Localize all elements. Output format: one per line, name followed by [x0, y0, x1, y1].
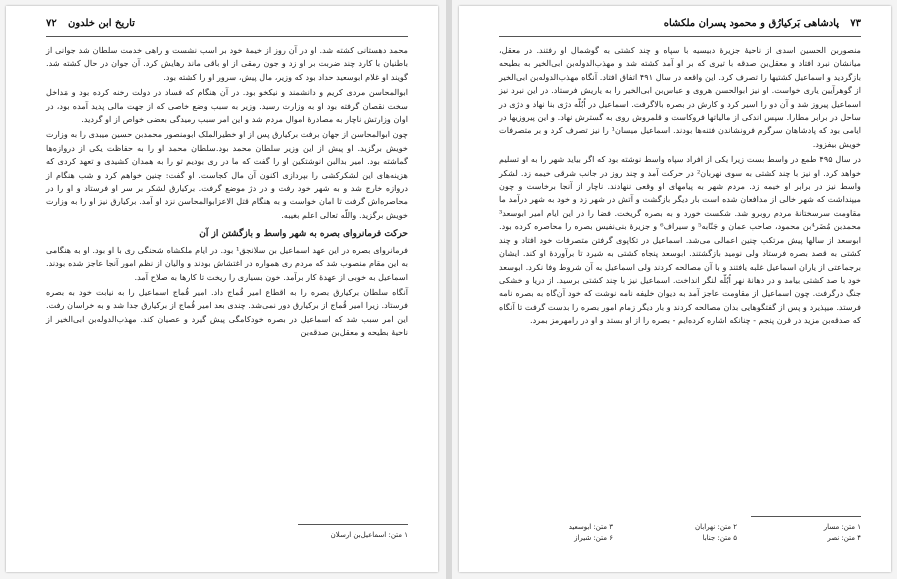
- footnotes: [499, 522, 861, 544]
- paragraph: فرمانروای بصره در این عهد اسماعیل بن سلانجق¹ بود. در ایام ملکشاه شحنگی ری با او بود. او به هنگامی به این مقام منصوب شد که مردم ری همواره در اغتشاش بودند و والیان از نظم امور آنجا عاجز شده بودند. اسماعیل به خوبی از عهدهٔ کار برآمد. خون بسیاری را ریخت تا کارها به صلاح آمد.: [46, 244, 409, 282]
- header-rule: [499, 36, 861, 37]
- right-page: [459, 6, 891, 572]
- left-page-body: [46, 44, 408, 342]
- footnote: ۵ متن: جنابا: [702, 534, 737, 542]
- footnote: ۶ متن: شیراز: [574, 534, 613, 542]
- page-number: ۷۲: [46, 18, 57, 29]
- paragraph: منصوربن الحسین اسدی از ناحیهٔ جزیرهٔ دبیسیه با سپاه و چند کشتی به گوشمال او رفتند. در معقل، میانشان نبرد افتاد و معقل‌بن صدقه با تیری که بر او آمد کشته شد و مهذب‌الدوله‌بن ابی‌الخیر به بطیحه بازگردید و اسماعیل کشتیها را تصرف کرد. این واقعه در سال ۴۹۱ اتفاق افتاد. آنگاه مهذب‌الدوله‌بن ابی‌الخیر از گوهرآیین یاری خواست. او نیز ابوالحسن هروی و عباس‌بن ابی‌الخیر را به یاریش فرستاد. در این نبرد نیز اسماعیل پیروز شد و آن دو را اسیر کرد و کارش در بصره بالاگرفت. اسماعیل در اُبُلّه دژی بنا نهاد و دژی در ساحل در برابر مطارا. سپس اندکی از مالیاتها فروکاست و قلمروش روی به گسترش نهاد. و این پیروزیها در ایامی بود که پادشاهان سرگرم فرونشاندن فتنه‌ها بودند. اسماعیل میسان¹ را نیز تصرف کرد و بر متصرفات خویش بیفزود.: [499, 45, 862, 149]
- left-page-header: [46, 18, 408, 34]
- paragraph: چون ابوالمحاسن از جهان برفت برکیارق پس از او خطیرالملک ابومنصور محمدبن حسین میبدی را به وزارت خویش برگزید. او پیش از این وزیر سلطان محمد بود.سلطان محمد او را به حفاظت یکی از دروازه‌ها گماشته بود. امیر بدالبن انوشتکین او را گفت که ما در ری بودیم تو را به همدان کشیدی و تعهد کردی که هزینه‌های این لشکرکشی را بپردازی اکنون آن مال کجاست. او گفت: چنین خواهم کرد و شب هنگام از دروازه خارج شد و به شهر خود رفت و در دژ موضع گرفت. برکیارق لشکر بر سر او فرستاد و او را در محاصره‌اش گرفت تا امان خواست و به هنگام قتل الاعزابوالمحاسن نزد او آمد. برکیارق نیز او را به وزارت خویش برگزید. واللّه تعالی اعلم بغیبه.: [46, 129, 408, 220]
- right-page-header: [499, 18, 861, 34]
- running-title: تاریخ ابن خلدون: [68, 18, 135, 29]
- paragraph: آنگاه سلطان برکیارق بصره را به اقطاع امیر قُماج داد. امیر قُماج اسماعیل را به نیابت خود به بصره فرستاد. زیرا امیر قُماج از برکیارق دور نمی‌شد. چندی بعد امیر قُماج از برکیارق جدا شد و به خراسان رفت. این امر سبب شد که اسماعیل در بصره خودکامگی پیش گیرد و عصیان کند. مهذب‌الدوله‌بن ابی‌الخیر از ناحیهٔ بطیحه و معقل‌بن صدقه‌بن: [46, 286, 408, 338]
- page-number: ۷۳: [850, 18, 861, 29]
- footnote: ۲ متن: نهرابان: [695, 523, 737, 531]
- right-page-body: [499, 44, 861, 330]
- footnote-rule: [298, 524, 408, 525]
- paragraph: محمد دهستانی کشته شد. او در آن روز از خیمهٔ خود بر اسب نشست و راهی خدمت سلطان شد جوانی از باطنیان با کارد چند ضربت بر او زد و جون رمقی از او باقی ماند رهایش کرد. آن جوان در حال کشته شد. گویند او غلام ابوسعید حداد بود که وزیر، مال پیش، سرور او را کشته بود.: [46, 45, 408, 82]
- header-rule: [46, 36, 408, 37]
- book-gutter: [446, 0, 452, 579]
- running-title: پادشاهی بَرکیارُق و محمود پسران ملکشاه: [663, 18, 839, 29]
- paragraph: در سال ۴۹۵ طمع در واسط بست زیرا یکی از افراد سپاه واسط نوشته بود که اگر بیاید شهر را به او تسلیم خواهد کرد. او نیز با چند کشتی به سوی نهربان² در حرکت آمد و چند روز در جانب شرقی خیمه زد. لشکر واسط نیز در برابر او خیمه زد. مردم شهر به پیامهای او وقعی ننهادند. ناچار از آنجا برخاست و چون میپنداشت که شهر خالی از مدافعان شده است بار دیگر بازگشت و آتش در شهر زد و خود به شهر درآمد ما مقاومت سرسختانهٔ مردم روبرو شد. شکست خورد و به بصره گریخت. فضا را در این ایام امیر ابوسعد³ محمدبن مُضَر⁴بن محمود، صاحب عمان و جَنّابه⁵ و سیراف⁶ و جزیرهٔ بنی‌نفیس بصره را محاصره کرده بود. ابوسعد از سالها پیش مرتکب چنین اعمالی می‌شد. اسماعیل در تکاپوی گرفتن متصرفات خود افتاد و چند کشتی به قصد بصره فرستاد ولی نومید بازگشتند. ابوسعد پنجاه کشتی به شیرد تا برآوردهٔ او کند. ایشان برجماعتی از یاران اسماعیل غلبه یافتند و با آن مصالحه کردند ولی اسماعیل به آن شروط وفا نکرد. ابوسعد خود با صد کشتی بیامد و در دهانهٔ نهر اُبُلّه لنگر انداخت. اسماعیل نیز با چند کشتی برسید. از دریا و خشکی جنگ درگرفت. چون اسماعیل از مقاومت عاجز آمد به دیوان خلیفه نامه نوشت که خود آن‌گاه به بصره نامه فرستد. میپذیرد و پس از گفتگوهایی بدان مصالحه کردند و بار دیگر زمام امور بصره را بدست گرفت تا آنگاه که صدقه‌بن مزید در قرن پنجم - چنانکه اشاره کرده‌ایم - بصره را از او بستد و او در رامهرمز بمرد.: [499, 154, 862, 326]
- footnote: ۱ متن: مسار: [823, 523, 861, 531]
- footnote: ۳ متن: ابوسعید: [568, 523, 613, 531]
- footnotes: [46, 530, 408, 541]
- left-page: [6, 6, 438, 572]
- footnote-grid: [499, 522, 861, 544]
- footnote: ۴ متن: نصر: [827, 534, 861, 542]
- paragraph: ابوالمحاسن مردی کریم و دانشمند و نیکخو بود. در آن هنگام که فساد در دولت رخنه کرده بود و مَداخل سخت نقصان گرفته بود او به وزارت رسید. وزیر به سبب وضع خاصی که از جهت مالی پدید آمده بود، در اوان وزارتش ناچار به مصادرهٔ اموال مردم شد و این امر سبب رمیدگی بعضی خواص از او گردید.: [46, 87, 408, 125]
- section-heading: حرکت فرمانروای بصره به شهر واسط و بازگشتن از آن: [199, 229, 408, 240]
- footnote-rule: [751, 516, 861, 517]
- footnote: ۱ متن: اسماعیل‌بن ارسلان: [330, 531, 408, 539]
